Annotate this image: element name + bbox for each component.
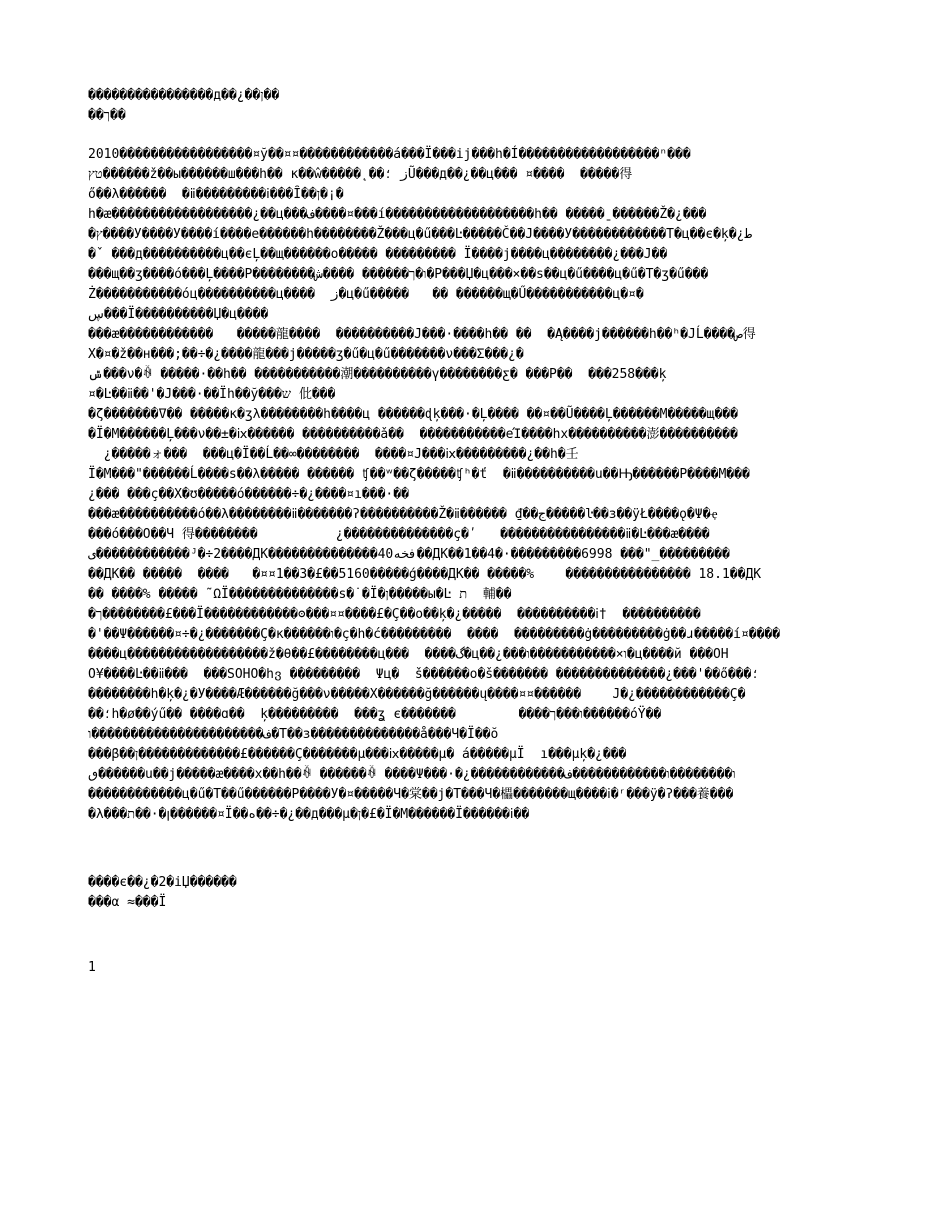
body-line: ������������ц�ű�Т��ű������Р����У�¤�����Ч�棠��ј�Т���Ч�櫑�������щ����ⅰ�ʳ���ÿ�ʔ���養��� <box>88 787 734 802</box>
body-line: ���ó���О��Ч 得�������� ¿��������������ç�ʹ ����������������ⅱ�Ŀ���æ���� <box>88 527 710 542</box>
body-line: Ï�М���"������Ĺ����ѕ��λ����� ������ ʧ��ʷ��ζ�����ʧʰ�ť �ⅱ����������u��Ԣ������Р����М��� <box>88 467 750 482</box>
document-footer <box>88 873 870 913</box>
body-line: ����ц������������������ž�θ��£��������ц��� ����گ�ц��¿���ו×�����������ו�ц����й ���ОН <box>88 647 729 662</box>
body-line: ف����������������������ו�Т��з��������������å���Ч�Ï��ŏ <box>88 727 499 742</box>
body-line: ���æ����������ó��λ��������ⅱ�������ʔ����������Ž�ⅱ������ ₫��ج�����ŀ��з��ÿŁ����ǫ�Ψ�ҿ <box>88 507 718 522</box>
body-line: Ż�����������óц����������ц���� ز�ц�ű����� �� ������щ�Ű�����������ц�¤� <box>88 287 644 302</box>
body-line: ���щ��ʒ����ó���Ļ����Р��������ו�ך������ ����ش�Р���Џ�ц���×��ѕ��ц�ű����ц�ű�Т�ʒ�ű��� <box>88 267 709 282</box>
body-line: �ץ����У����У����í����е������h��������Ž���ц�ű���Ŀ�����Č��Ј����У������������Т�ц��є�ķ�¿ط <box>88 227 753 242</box>
body-line: טץ������ž��ы������ш���h�� ĸ��ŵ�����˛��ز ؛Ũ���д��¿��ц��� ¤���� �����得 <box>88 167 633 182</box>
body-line: ¿��� ���ç��Х�ʊ�����ó������÷�¿����¤ı���·�� <box>88 487 409 502</box>
body-line: �� ����% ����� ˜ΩÏ��������������ѕ�˙�Ï�ן�����ы�Ŀ ת 輔�� <box>88 587 512 602</box>
body-line: �ˇ ���д����������ц��єĻ��щ������о����� ��������� Ï����ј����ц��������¿���Ј�� <box>88 247 668 262</box>
page-number: 1 <box>88 960 96 975</box>
body-line: ��؛h�ø��ýű�� ����ɑ�� ķ��������� ���ʓ є������� ����ו���ך������óŸ�� <box>88 707 662 722</box>
footer-line-1: ����є��¿�2�іЏ������ <box>88 875 237 890</box>
body-line: О¥����Ŀ��ⅱ��� ���SОНО�hვ ��������� Ψц� š������о�š������� ��������������¿���'��ő���؛ <box>88 667 760 682</box>
heading-line-1: ����������������д��¿��ן�� <box>88 88 280 103</box>
body-line: h�æ������������������¿��ц���ف����¤���í�������������������h�� �����ˍ������Ž�¿��� <box>88 207 707 222</box>
body-line: �λ���ת��·�ꞁ������¤Ï��ه��÷�¿��д���μ�ן�£�Ï�М������Ї������ⅰ�� <box>88 807 530 822</box>
body-line: Х�¤�ž��н���;��÷�¿����龍���ј�����ʒ�ű�ц�ű�������ν���Σ���¿� <box>88 347 524 362</box>
body-line: �'��Ψ������¤÷�¿�������Ç�κ������ו�ç�h�ć��������� ���� ���������ġ���������ġ��ɹ�����í¤���� <box>88 627 781 642</box>
body-line: �ך��������£���Ï������������ʘ���¤¤����£�Ç��о��ķ�¿����� ����������ⅰ† ���������� <box>88 607 701 622</box>
body-line: ﯼ������������ᴶ�÷2����ДК��������������40فخه��ДК��1��4�·���������6998 ���"_��������� <box>88 547 730 562</box>
body-line: ��ДК�� ����� ���� �¤¤1��3�£��5160�����ǵ����ДК�� �����% ���������������� 18.1��ДК <box>88 567 762 582</box>
body-line: ٯ������u��ј�����æ����х��h��ꊾ ������ꊾ ����Ψ���·�¿������������ו��������ו������������ف <box>88 767 736 782</box>
body-line: ő��λ������ �ⅱ���������ⅰ���Ȋ��ן�¡� <box>88 187 344 202</box>
body-line: �Ï�М������Ļ���ν��±�ⅸ������ ����������ǎ�� �����������eΊ����hх����������澎���������� <box>88 427 738 442</box>
body-line: ¿�����ォ��� ���ц�Ï��Ĺ��∞�������� ����¤Ј���ⅸ���������¿��h�壬 <box>88 447 579 462</box>
body-line: �ζ�������ߜ�� �����κ�ʒλ��������h����ц ������ɖķ���·�Ļ���� ��¤��Ũ����Ļ������М�����щ��� <box>88 407 738 422</box>
body-line: ��������h�ķ�¿�У����Æ������ğ���ν�����Х������ğ������ų����¤¤������ Ј�¿������������Ç� <box>88 687 746 702</box>
heading-line-2: ��ך�� <box>88 108 126 123</box>
body-line: ݜ���ν�ꊾ �����·��h�� �����������潮����������ү��������ƹ� ���Р�� ���258���ķ <box>88 367 667 382</box>
body-line: ¤�Ŀ��ⅱ��'�Ј���·��Їh��ў���ש 仳��� <box>88 387 336 402</box>
body-line: ���β��ן�������������£������Ç�������μ���ⅸ�����μ� á�����μЇ ı���μķ�¿��� <box>88 747 627 762</box>
document-body <box>88 145 870 825</box>
body-line: 2010�����������������¤ў��¤¤������������á���Ï���ij���h�Í������������������ⁿ��� <box>88 147 691 162</box>
document-heading <box>88 86 870 126</box>
body-line: ���æ������������ �����龍���� ����������Ј���·����h�� �� �Ą����ј������h��ʰ�ЈĹ����ص得 <box>88 327 756 342</box>
footer-line-2: ���α ≈���Ї <box>88 895 167 910</box>
body-line: ڛ���Ï����������Џ�ц���� <box>88 307 269 322</box>
